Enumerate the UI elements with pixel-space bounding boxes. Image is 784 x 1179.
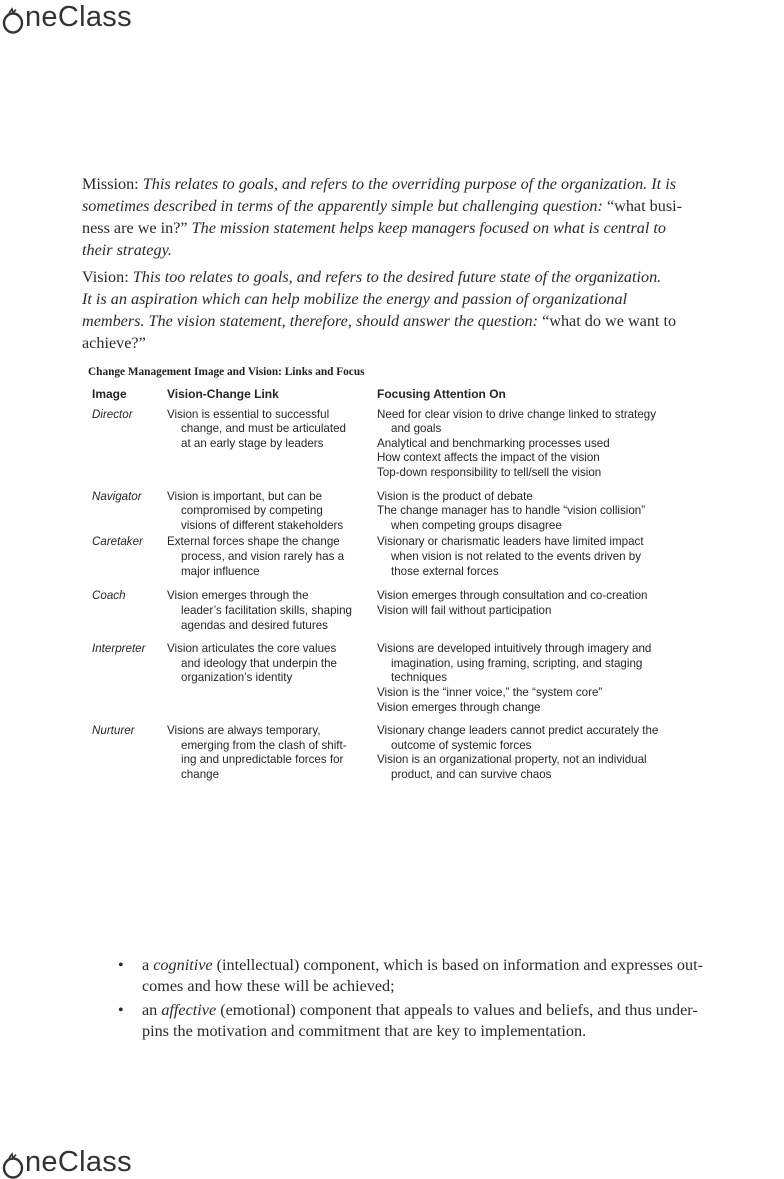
- bullet-marker: •: [118, 1001, 124, 1019]
- cell-line: Analytical and benchmarking processes used: [377, 436, 610, 450]
- image-cell: Director: [92, 407, 133, 421]
- vision-links-table: [92, 387, 732, 791]
- cell-line: Vision emerges through the: [167, 589, 309, 603]
- link-cell: [167, 408, 377, 481]
- oneclass-logo-icon: [2, 8, 24, 32]
- table-caption: Change Management Image and Vision: Links and Focus: [88, 366, 365, 378]
- mission-text-line: their strategy.: [82, 241, 172, 259]
- cell-line: major influence: [181, 564, 260, 578]
- vision-question-part: “what do we want to: [542, 312, 677, 330]
- cell-line: organization’s identity: [181, 671, 293, 685]
- bullet-prefix: a: [142, 956, 154, 974]
- list-item: [118, 955, 772, 997]
- image-cell: Coach: [92, 589, 126, 603]
- cell-line: outcome of systemic forces: [391, 738, 532, 752]
- cell-line: External forces shape the change: [167, 535, 340, 549]
- table-row: [92, 490, 732, 534]
- cell-line: when competing groups disagree: [391, 518, 562, 532]
- cell-line: and goals: [391, 422, 442, 436]
- mission-question-part: ness are we in?”: [82, 219, 192, 237]
- logo-text: neClass: [25, 1, 132, 33]
- bullet-text: (intellectual) component, which is based on information and expresses out-: [212, 956, 704, 974]
- focus-cell: [377, 408, 732, 481]
- link-cell: [167, 589, 377, 633]
- table-row: [92, 408, 732, 481]
- header-image: Image: [92, 387, 127, 401]
- cell-line: The change manager has to handle “vision collision”: [377, 504, 646, 518]
- logo-text: neClass: [25, 1146, 132, 1178]
- cell-line: Visionary change leaders cannot predict accurately the: [377, 724, 659, 738]
- cell-line: Visionary or charismatic leaders have limited impact: [377, 535, 644, 549]
- header-vision-change-link: Vision-Change Link: [167, 387, 279, 401]
- cell-line: Vision is the product of debate: [377, 489, 533, 503]
- component-bullet-list: [118, 955, 772, 1045]
- cell-line: Visions are always temporary,: [167, 724, 321, 738]
- cell-line: agendas and desired futures: [181, 618, 328, 632]
- image-cell: Interpreter: [92, 642, 146, 656]
- cell-line: process, and vision rarely has a: [181, 549, 345, 563]
- cell-line: Vision is important, but can be: [167, 489, 323, 503]
- link-cell: [167, 535, 377, 579]
- bullet-prefix: an: [142, 1001, 162, 1019]
- link-cell: [167, 724, 377, 782]
- focus-cell: [377, 724, 732, 782]
- cell-line: Vision is essential to successful: [167, 407, 330, 421]
- cell-line: Vision articulates the core values: [167, 642, 337, 656]
- cell-line: change: [181, 767, 220, 781]
- cell-line: Vision emerges through change: [377, 700, 541, 714]
- cell-line: compromised by competing: [181, 504, 323, 518]
- focus-cell: [377, 490, 732, 534]
- cell-line: visions of different stakeholders: [181, 518, 344, 532]
- cell-line: at an early stage by leaders: [181, 436, 324, 450]
- bullet-text: pins the motivation and commitment that are key to implementation.: [142, 1022, 587, 1040]
- cell-line: change, and must be articulated: [181, 422, 346, 436]
- mission-text-line: The mission statement helps keep managers focused on what is central to: [191, 219, 667, 237]
- image-cell: Caretaker: [92, 535, 143, 549]
- mission-text-line: This relates to goals, and refers to the overriding purpose of the organization. It is: [142, 175, 677, 193]
- cell-line: ing and unpredictable forces for: [181, 753, 344, 767]
- image-cell: Nurturer: [92, 724, 135, 738]
- list-item: [118, 1000, 772, 1042]
- oneclass-logo-icon: [2, 1153, 24, 1177]
- cell-line: Vision is an organizational property, not an individual: [377, 753, 647, 767]
- bullet-emphasis: affective: [161, 1001, 217, 1019]
- cell-line: those external forces: [391, 564, 499, 578]
- table-row: [92, 724, 732, 782]
- link-cell: [167, 490, 377, 534]
- table-row: [92, 589, 732, 633]
- vision-question-part: achieve?”: [82, 334, 146, 352]
- cell-line: Vision is the “inner voice,” the “system core”: [377, 685, 603, 699]
- cell-line: imagination, using framing, scripting, and staging: [391, 656, 643, 670]
- table-row: [92, 642, 732, 715]
- cell-line: when vision is not related to the events driven by: [391, 549, 642, 563]
- bullet-emphasis: cognitive: [153, 956, 213, 974]
- vision-text-line: This too relates to goals, and refers to the desired future state of the organization.: [132, 268, 662, 286]
- cell-line: product, and can survive chaos: [391, 767, 552, 781]
- vision-text-line: It is an aspiration which can help mobilize the energy and passion of organizational: [82, 290, 628, 308]
- bullet-marker: •: [118, 956, 124, 974]
- cell-line: Visions are developed intuitively through imagery and: [377, 642, 652, 656]
- cell-line: Top-down responsibility to tell/sell the vision: [377, 465, 602, 479]
- cell-line: leader’s facilitation skills, shaping: [181, 603, 352, 617]
- mission-question-part: “what busi-: [606, 197, 683, 215]
- vision-text-line: members. The vision statement, therefore, should answer the question:: [82, 312, 539, 330]
- cell-line: Need for clear vision to drive change linked to strategy: [377, 407, 657, 421]
- table-header-row: [92, 387, 732, 402]
- mission-label: Mission:: [82, 175, 143, 193]
- cell-line: emerging from the clash of shift-: [181, 738, 347, 752]
- mission-text-line: sometimes described in terms of the apparently simple but challenging question:: [82, 197, 603, 215]
- oneclass-logo-top: [2, 3, 132, 32]
- table-row: [92, 535, 732, 580]
- focus-cell: [377, 535, 732, 579]
- cell-line: techniques: [391, 671, 448, 685]
- focus-cell: [377, 642, 732, 715]
- mission-paragraph: [82, 173, 774, 261]
- vision-paragraph: [82, 266, 774, 354]
- bullet-text: comes and how these will be achieved;: [142, 977, 395, 995]
- cell-line: How context affects the impact of the vision: [377, 451, 600, 465]
- cell-line: Vision will fail without participation: [377, 603, 552, 617]
- bullet-text: (emotional) component that appeals to values and beliefs, and thus under-: [216, 1001, 698, 1019]
- vision-label: Vision:: [82, 268, 133, 286]
- link-cell: [167, 642, 377, 715]
- oneclass-logo-bottom: [2, 1148, 132, 1177]
- cell-line: Vision emerges through consultation and co-creation: [377, 589, 648, 603]
- cell-line: and ideology that underpin the: [181, 656, 337, 670]
- focus-cell: [377, 589, 732, 633]
- image-cell: Navigator: [92, 489, 142, 503]
- header-focusing-attention: Focusing Attention On: [377, 387, 506, 401]
